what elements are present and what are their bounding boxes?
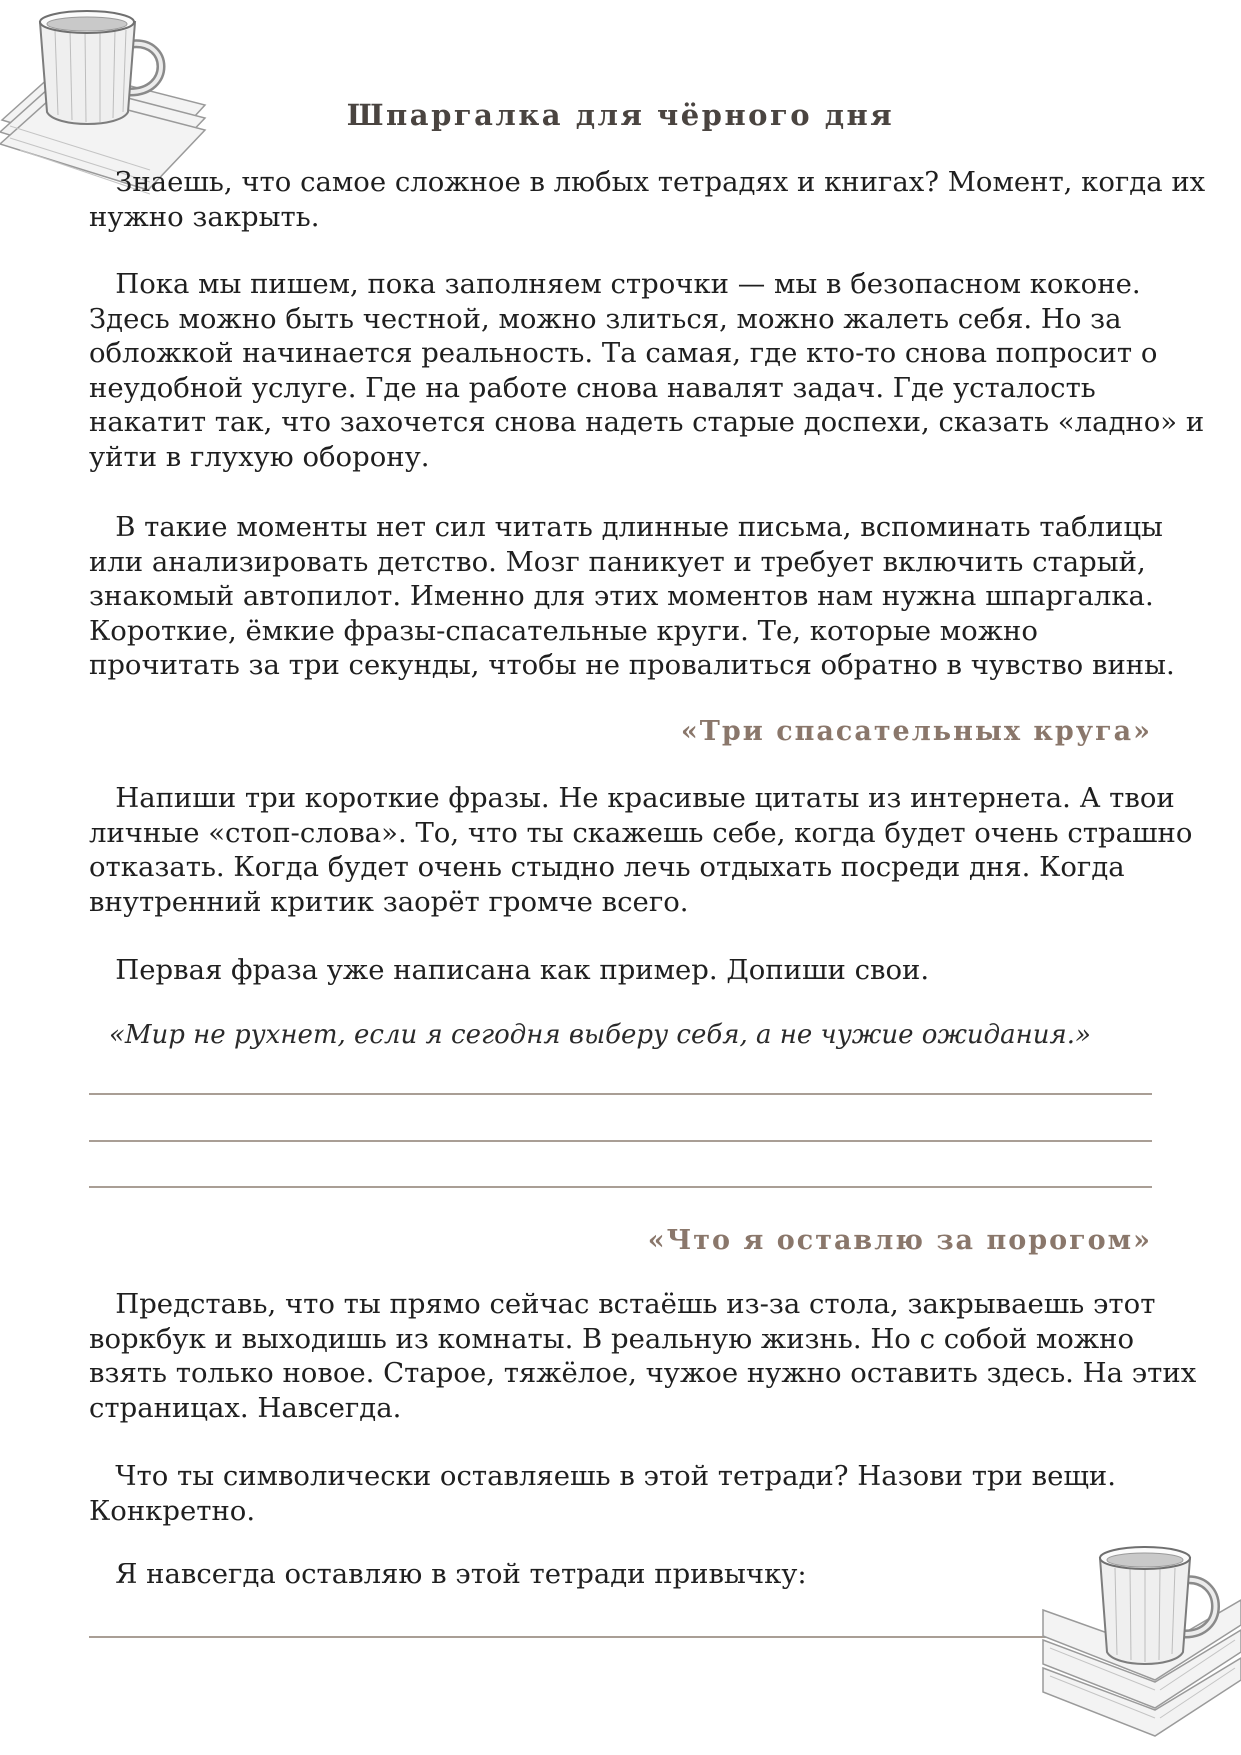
example-phrase: «Мир не рухнет, если я сегодня выберу себя, а не чужие ожидания.» xyxy=(109,1020,1091,1050)
text-line: Конкретно. xyxy=(89,1494,256,1527)
text-line: внутренний критик заорёт громче всего. xyxy=(89,885,689,918)
text-line: нужно закрыть. xyxy=(89,200,320,233)
text-line: уйти в глухую оборону. xyxy=(89,440,430,473)
answer-line-2[interactable] xyxy=(89,1140,1152,1142)
text-line: неудобной услуге. Где на работе снова навалят задач. Где усталость xyxy=(89,371,1096,404)
text-line: воркбук и выходишь из комнаты. В реальную жизнь. Но с собой можно xyxy=(89,1322,1135,1355)
text-line: Что ты символически оставляешь в этой тетради? Назови три вещи. xyxy=(89,1460,1117,1492)
text-line: знакомый автопилот. Именно для этих моментов нам нужна шпаргалка. xyxy=(89,580,1154,612)
text-line: обложкой начинается реальность. Та самая, где кто-то снова попросит о xyxy=(89,337,1158,369)
intro-paragraph-1 xyxy=(89,165,1206,234)
coffee-cup-on-papers-icon xyxy=(1035,1540,1241,1755)
answer-line-3[interactable] xyxy=(89,1186,1152,1188)
answer-line-habit[interactable] xyxy=(89,1636,1152,1638)
habit-prompt: Я навсегда оставляю в этой тетради привычку: xyxy=(89,1558,807,1590)
text-line: отказать. Когда будет очень стыдно лечь отдыхать посреди дня. Когда xyxy=(89,851,1125,883)
text-line: Короткие, ёмкие фразы-спасательные круги. Те, которые можно xyxy=(89,614,1038,647)
text-line: Представь, что ты прямо сейчас встаёшь из-за стола, закрываешь этот xyxy=(89,1288,1156,1320)
text-line: страницах. Навсегда. xyxy=(89,1391,402,1424)
intro-paragraph-3 xyxy=(89,510,1175,683)
section1-paragraph-1 xyxy=(89,781,1193,919)
text-line: взять только новое. Старое, тяжёлое, чужое нужно оставить здесь. На этих xyxy=(89,1357,1197,1389)
text-line: Знаешь, что самое сложное в любых тетрадях и книгах? Момент, когда их xyxy=(89,166,1206,198)
section1-paragraph-2: Первая фраза уже написана как пример. Допиши свои. xyxy=(89,954,930,986)
text-line: Напиши три короткие фразы. Не красивые цитаты из интернета. А твои xyxy=(89,782,1175,814)
text-line: личные «стоп-слова». То, что ты скажешь себе, когда будет очень страшно xyxy=(89,816,1193,849)
answer-line-1[interactable] xyxy=(89,1093,1152,1095)
intro-paragraph-2 xyxy=(89,267,1205,474)
section2-paragraph-1 xyxy=(89,1287,1197,1425)
text-line: прочитать за три секунды, чтобы не провалиться обратно в чувство вины. xyxy=(89,649,1175,681)
section-heading-threshold: «Что я оставлю за порогом» xyxy=(647,1225,1152,1256)
text-line: или анализировать детство. Мозг паникует и требует включить старый, xyxy=(89,545,1146,578)
text-line: накатит так, что захочется снова надеть старые доспехи, сказать «ладно» и xyxy=(89,406,1205,438)
page-title: Шпаргалка для чёрного дня xyxy=(346,98,895,132)
text-line: Здесь можно быть честной, можно злиться, можно жалеть себя. Но за xyxy=(89,302,1122,335)
section-heading-lifebuoys: «Три спасательных круга» xyxy=(680,716,1152,747)
text-line: В такие моменты нет сил читать длинные письма, вспоминать таблицы xyxy=(89,511,1163,543)
section2-paragraph-2 xyxy=(89,1459,1154,1528)
text-line: Пока мы пишем, пока заполняем строчки — мы в безопасном коконе. xyxy=(89,268,1141,300)
